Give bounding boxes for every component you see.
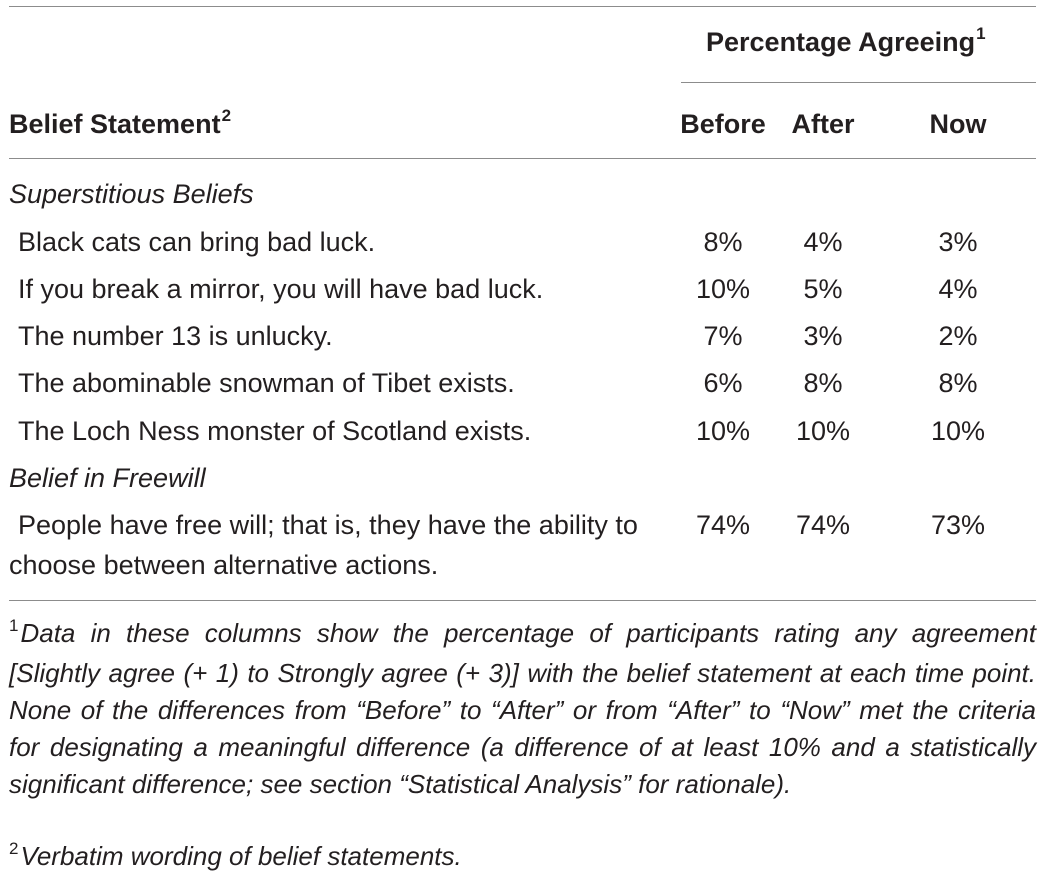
row-statement-line-1: People have free will; that is, they have the ability to: [18, 510, 638, 540]
row-now: 3%: [938, 227, 978, 257]
row-after: 3%: [803, 321, 843, 351]
row-before: 7%: [703, 321, 743, 351]
row-statement: If you break a mirror, you will have bad luck.: [18, 274, 544, 304]
row-statement-line-2: choose between alternative actions.: [9, 550, 439, 580]
footnote-1-marker: 1: [9, 616, 19, 635]
row-statement: The number 13 is unlucky.: [18, 321, 333, 351]
group-header-rule: [681, 82, 1036, 83]
row-before: 10%: [695, 274, 751, 304]
column-header-after: After: [791, 109, 855, 139]
row-now: 2%: [938, 321, 978, 351]
group-header-label: Percentage Agreeing: [706, 27, 976, 57]
row-before: 8%: [703, 227, 743, 257]
row-now: 10%: [930, 416, 986, 446]
group-header-footnote-ref: 1: [976, 24, 986, 43]
footnote-1: [9, 615, 1036, 803]
section-title-freewill: Belief in Freewill: [9, 463, 206, 493]
group-header: [706, 26, 986, 62]
footnote-2-marker: 2: [9, 839, 19, 858]
header-bottom-rule: [9, 158, 1036, 159]
row-before: 74%: [695, 510, 751, 540]
row-now: 4%: [938, 274, 978, 304]
row-now: 8%: [938, 368, 978, 398]
row-after: 4%: [803, 227, 843, 257]
footnote-2-text: Verbatim wording of belief statements.: [20, 841, 462, 871]
column-header-now: Now: [929, 109, 987, 139]
section-title-superstitious: Superstitious Beliefs: [9, 179, 254, 209]
row-after: 8%: [803, 368, 843, 398]
row-after: 10%: [795, 416, 851, 446]
row-statement: The Loch Ness monster of Scotland exists.: [18, 416, 532, 446]
row-after: 74%: [795, 510, 851, 540]
row-before: 10%: [695, 416, 751, 446]
footnote-2: [9, 838, 1036, 878]
row-statement: The abominable snowman of Tibet exists.: [18, 368, 515, 398]
row-before: 6%: [703, 368, 743, 398]
column-header-before: Before: [680, 109, 766, 139]
row-statement: Black cats can bring bad luck.: [18, 227, 376, 257]
statement-column-header: [9, 108, 231, 144]
table-top-rule: [9, 6, 1036, 7]
statement-column-footnote-ref: 2: [221, 106, 232, 125]
table-bottom-rule: [9, 600, 1036, 601]
row-after: 5%: [803, 274, 843, 304]
statement-column-label: Belief Statement: [9, 109, 221, 139]
row-now: 73%: [930, 510, 986, 540]
footnote-1-text: Data in these columns show the percentage of participants rating any agreement [Slightly agree (+ 1) to Strongly agree (+ 3)] with the belief statement at each time point. None of the differences from “Before” to “After” or from “After” to “Now” met the criteria for designating a meaningful difference (a difference of at least 10% and a statistically significant difference; see section “Statistical Analysis” for rationale).: [9, 618, 1036, 799]
